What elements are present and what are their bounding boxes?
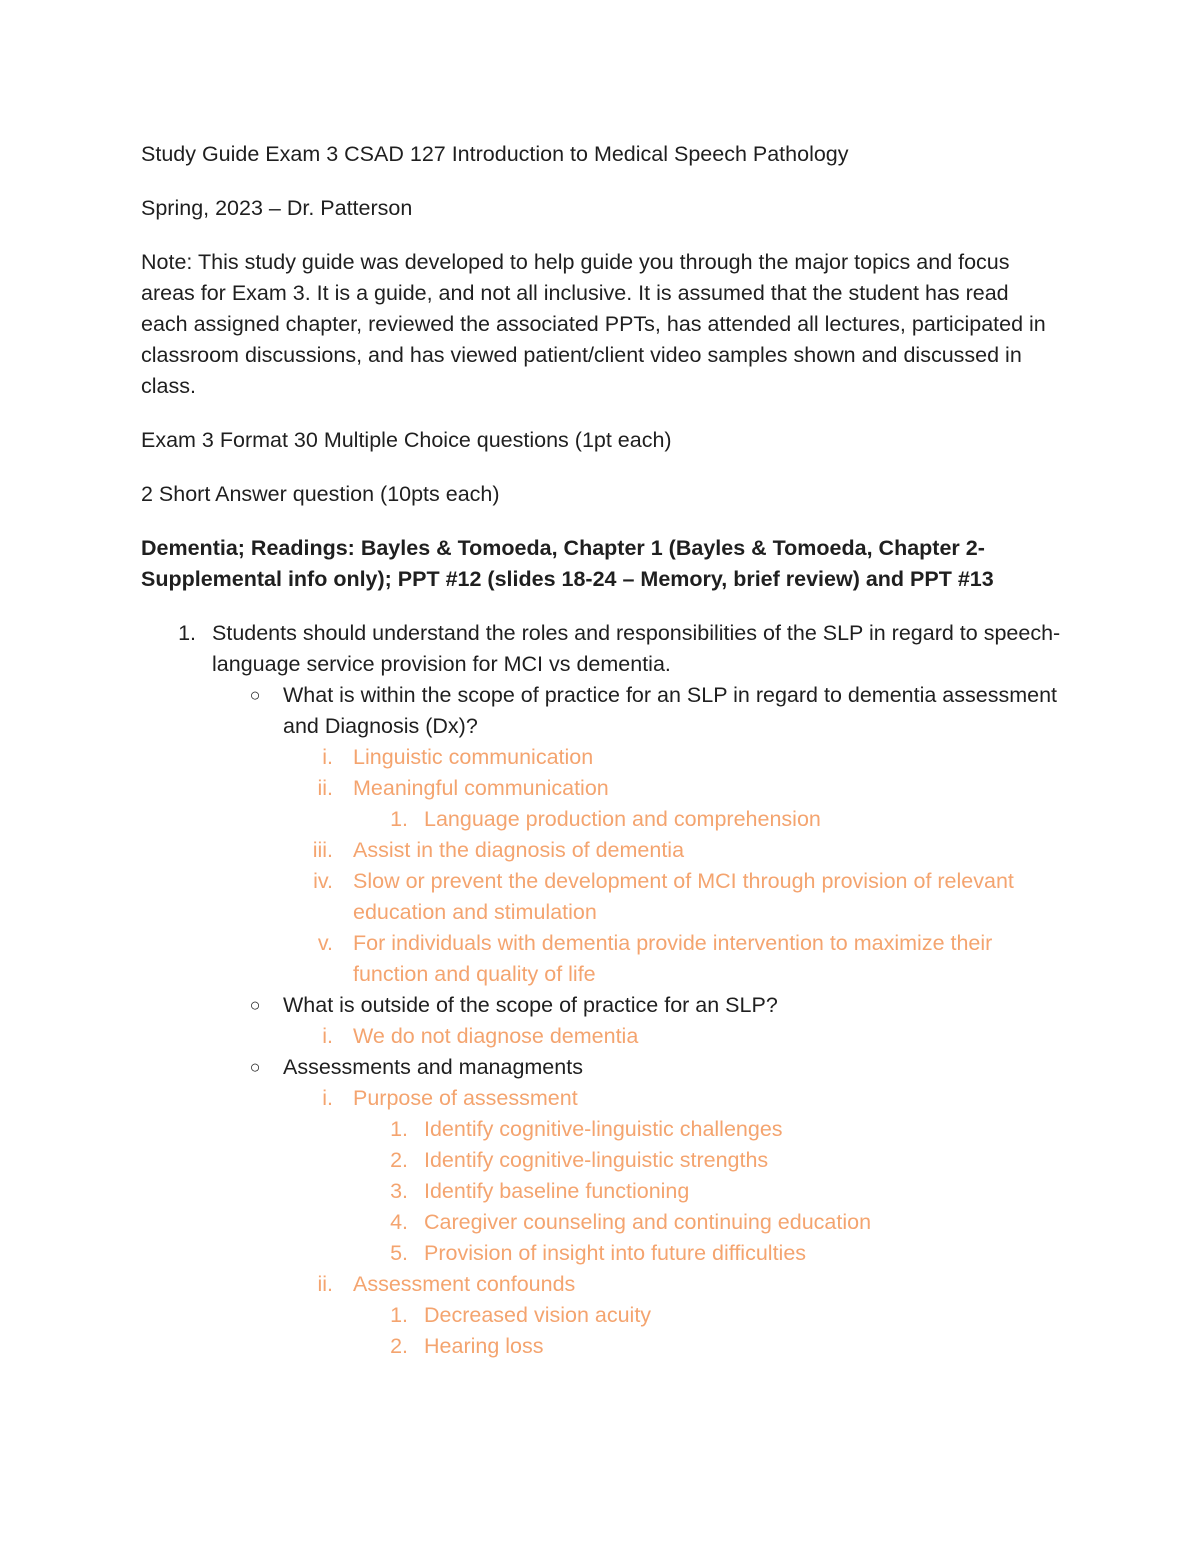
exam-format-line: Exam 3 Format 30 Multiple Choice questions (1pt each) [141,428,672,452]
answer-text: Slow or prevent the development of MCI through provision of relevant education and stimulation [353,869,1014,924]
answer-text: Decreased vision acuity [424,1303,652,1327]
list-item [141,680,1061,742]
answer-item [141,1300,1061,1331]
answer-text: Assessment confounds [353,1272,576,1296]
answer-item [141,1331,1061,1362]
document-page [141,139,1061,1362]
list-marker: 1. [390,1303,408,1327]
answer-item [141,1207,1061,1238]
list-item [141,618,1061,680]
list-marker: 1. [390,807,408,831]
answer-text: Identify cognitive-linguistic challenges [424,1117,783,1141]
note-paragraph: Note: This study guide was developed to help guide you through the major topics and focus areas for Exam 3. It is a guide, and not all inclusive. It is assumed that the student has read each assigned chapter, reviewed the associated PPTs, has attended all lectures, participated in classroom discussions, and has viewed patient/client video samples shown and discussed in class. [141,250,1046,398]
answer-item [141,742,1061,773]
list-item [141,1052,1061,1083]
list-marker: 1. [178,621,196,645]
question-text: Assessments and managments [283,1055,583,1079]
list-marker: 5. [390,1241,408,1265]
answer-text: Meaningful communication [353,776,609,800]
answer-text: Linguistic communication [353,745,594,769]
answer-item [141,835,1061,866]
list-marker: ii. [317,776,333,800]
section-heading: Dementia; Readings: Bayles & Tomoeda, Chapter 1 (Bayles & Tomoeda, Chapter 2- Supplemental info only); PPT #12 (slides 18-24 – Memory, brief review) and PPT #13 [141,536,994,591]
list-item-text: Students should understand the roles and responsibilities of the SLP in regard to speech-language service provision for MCI vs dementia. [212,621,1061,676]
answer-item [141,1176,1061,1207]
list-marker: 3. [390,1179,408,1203]
list-marker: ii. [317,1272,333,1296]
answer-text: Identify cognitive-linguistic strengths [424,1148,769,1172]
list-marker: 2. [390,1334,408,1358]
answer-item [141,866,1061,928]
answer-item [141,1083,1061,1114]
answer-item [141,928,1061,990]
term-instructor: Spring, 2023 – Dr. Patterson [141,196,413,220]
short-answer-line: 2 Short Answer question (10pts each) [141,482,500,506]
answer-item [141,1145,1061,1176]
outline-list [141,618,1061,1362]
answer-text: Identify baseline functioning [424,1179,690,1203]
list-marker: 2. [390,1148,408,1172]
list-marker: iii. [312,838,333,862]
answer-text: For individuals with dementia provide intervention to maximize their function and quality of life [353,931,993,986]
answer-text: We do not diagnose dementia [353,1024,639,1048]
answer-text: Language production and comprehension [424,807,821,831]
answer-text: Hearing loss [424,1334,544,1358]
list-marker: 4. [390,1210,408,1234]
list-marker: 1. [390,1117,408,1141]
list-marker: iv. [313,869,333,893]
answer-text: Purpose of assessment [353,1086,578,1110]
list-marker: v. [317,931,333,955]
answer-item [141,1021,1061,1052]
list-marker: i. [322,1086,333,1110]
document-title: Study Guide Exam 3 CSAD 127 Introduction to Medical Speech Pathology [141,142,849,166]
bullet-marker: ○ [249,995,261,1015]
answer-item [141,804,1061,835]
bullet-marker: ○ [249,1057,261,1077]
bullet-marker: ○ [249,685,261,705]
list-marker: i. [322,1024,333,1048]
question-text: What is outside of the scope of practice for an SLP? [283,993,778,1017]
list-item [141,990,1061,1021]
answer-text: Provision of insight into future difficulties [424,1241,807,1265]
answer-item [141,1114,1061,1145]
answer-item [141,1238,1061,1269]
list-marker: i. [322,745,333,769]
question-text: What is within the scope of practice for an SLP in regard to dementia assessment and Diagnosis (Dx)? [283,683,1057,738]
answer-item [141,773,1061,804]
answer-text: Assist in the diagnosis of dementia [353,838,685,862]
answer-text: Caregiver counseling and continuing education [424,1210,872,1234]
answer-item [141,1269,1061,1300]
